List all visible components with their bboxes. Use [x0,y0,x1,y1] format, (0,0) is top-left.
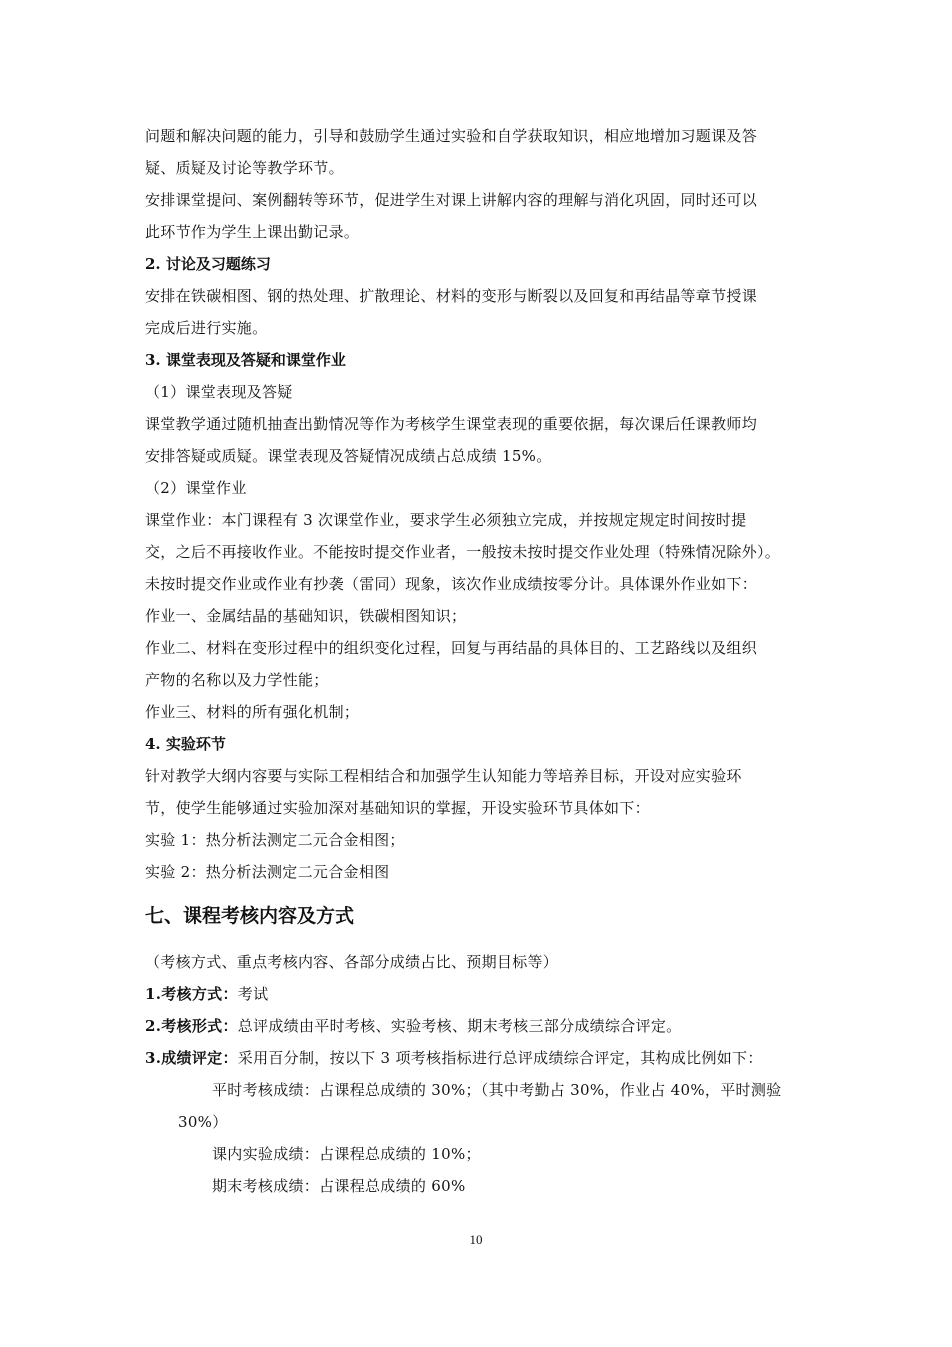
paragraph-line: 安排在铁碳相图、钢的热处理、扩散理论、材料的变形与断裂以及回复和再结晶等章节授课 [145,287,758,305]
homework-item: 作业二、材料在变形过程中的组织变化过程，回复与再结晶的具体目的、工艺路线以及组织 [145,639,758,657]
grade-evaluation-label: 3.成绩评定： [145,1049,238,1067]
paragraph-line: 未按时提交作业或作业有抄袭（雷同）现象，该次作业成绩按零分计。具体课外作业如下： [145,575,758,593]
sub-item-label: （1）课堂表现及答疑 [145,383,293,401]
experiment-item: 实验 1：热分析法测定二元合金相图； [145,831,405,849]
subheading-experiment: 4. 实验环节 [145,735,226,753]
paragraph-line: 安排课堂提问、案例翻转等环节，促进学生对课上讲解内容的理解与消化巩固，同时还可以 [145,191,758,209]
homework-item: 作业三、材料的所有强化机制； [145,703,360,721]
assessment-method-label: 1.考核方式： [145,985,238,1003]
paragraph-line: 疑、质疑及讨论等教学环节。 [145,159,344,177]
section-title: 七、课程考核内容及方式 [145,905,355,927]
homework-item: 产物的名称以及力学性能； [145,671,329,689]
grade-item-final: 期末考核成绩：占课程总成绩的 60% [212,1177,466,1195]
paragraph-line: 此环节作为学生上课出勤记录。 [145,223,360,241]
assessment-form [145,1010,808,1042]
paragraph-line: 交，之后不再接收作业。不能按时提交作业者，一般按未按时提交作业处理（特殊情况除外）。 [145,543,781,561]
grade-evaluation-text: 采用百分制，按以下 3 项考核指标进行总评成绩综合评定，其构成比例如下： [237,1049,763,1067]
document-body [145,120,808,1202]
homework-item: 作业一、金属结晶的基础知识，铁碳相图知识； [145,607,467,625]
page-number: 10 [469,1232,483,1247]
assessment-form-text: 总评成绩由平时考核、实验考核、期末考核三部分成绩综合评定。 [237,1017,682,1035]
paragraph-line: 课堂作业：本门课程有 3 次课堂作业，要求学生必须独立完成，并按规定规定时间按时提 [145,511,747,529]
paragraph-line: 节，使学生能够通过实验加深对基础知识的掌握，开设实验环节具体如下： [145,799,650,817]
subheading-discussion: 2. 讨论及习题练习 [145,255,271,273]
subheading-classroom: 3. 课堂表现及答疑和课堂作业 [145,351,346,369]
grade-item-lab: 课内实验成绩：占课程总成绩的 10%； [212,1145,481,1163]
paragraph-line: 完成后进行实施。 [145,319,268,337]
grade-evaluation [145,1042,808,1074]
paragraph-line: 安排答疑或质疑。课堂表现及答疑情况成绩占总成绩 15%。 [145,447,552,465]
paragraph-line: 针对教学大纲内容要与实际工程相结合和加强学生认知能力等培养目标，开设对应实验环 [145,767,742,785]
grade-item-regular: 平时考核成绩：占课程总成绩的 30%；（其中考勤占 30%，作业占 40%，平时测验 [212,1081,782,1099]
assessment-method-text: 考试 [237,985,269,1003]
grade-item-regular-cont: 30%） [178,1113,228,1131]
experiment-item: 实验 2：热分析法测定二元合金相图 [145,863,390,881]
sub-item-label: （2）课堂作业 [145,479,247,497]
paragraph-line: 课堂教学通过随机抽查出勤情况等作为考核学生课堂表现的重要依据，每次课后任课教师均 [145,415,758,433]
paragraph-line: 问题和解决问题的能力，引导和鼓励学生通过实验和自学获取知识，相应地增加习题课及答 [145,127,758,145]
assessment-method [145,978,808,1010]
section-note: （考核方式、重点考核内容、各部分成绩占比、预期目标等） [145,953,559,971]
assessment-form-label: 2.考核形式： [145,1017,238,1035]
